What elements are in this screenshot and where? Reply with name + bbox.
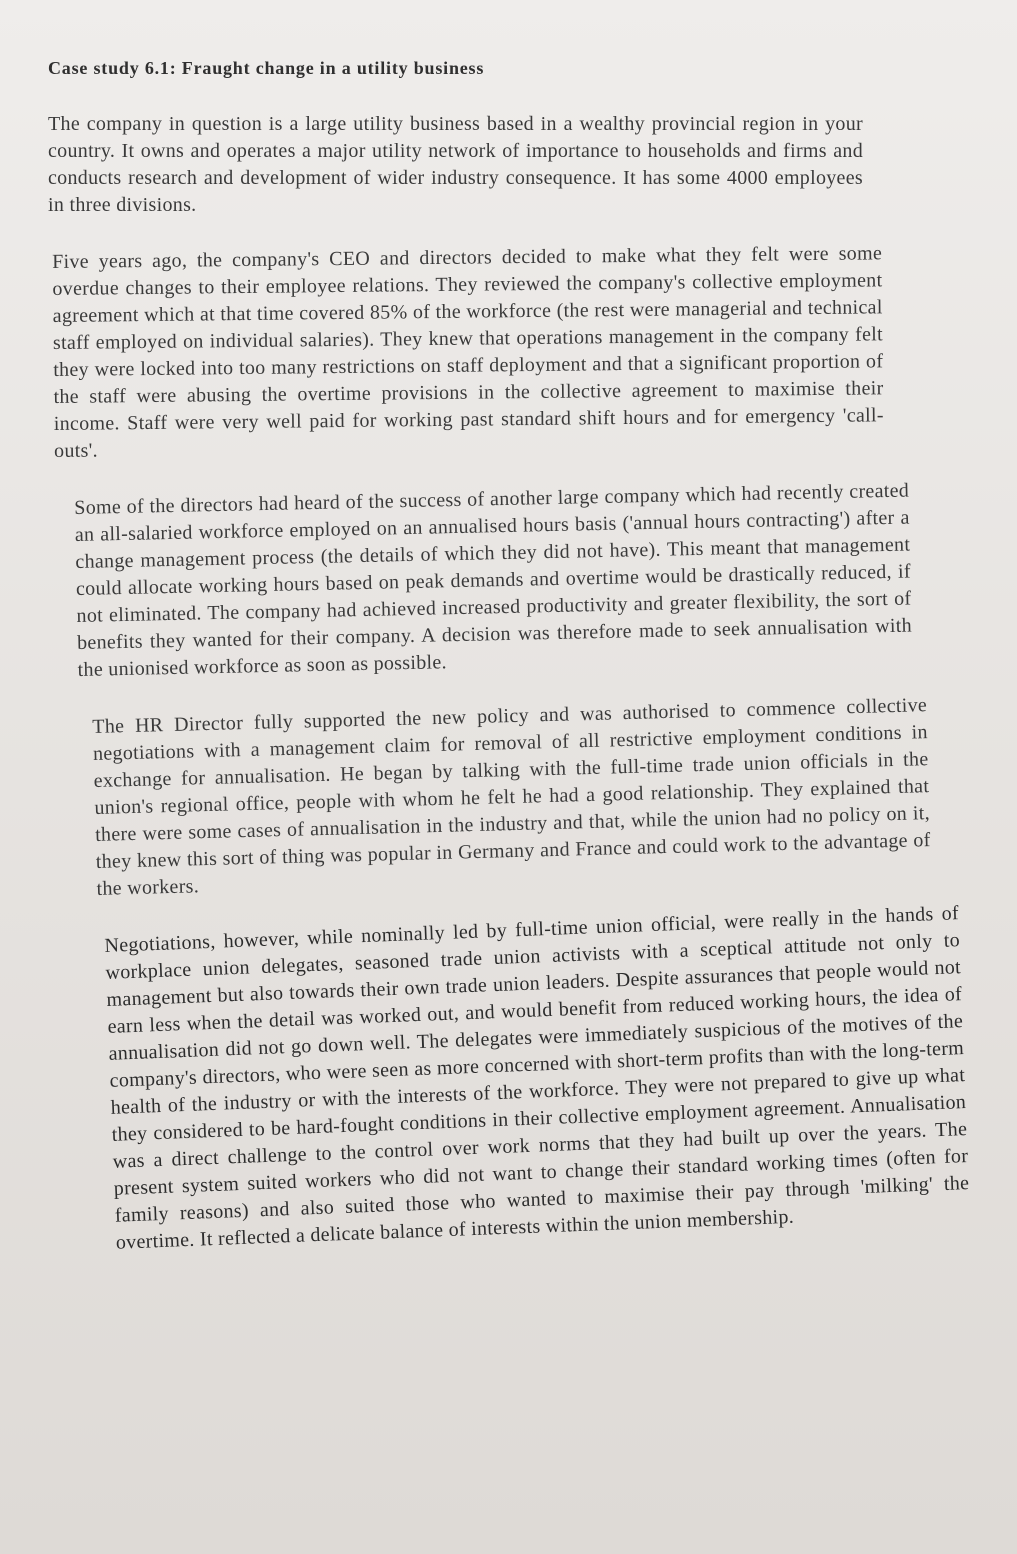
paragraph-annualised-hours: Some of the directors had heard of the success of another large company which had recently created an all-salaried workforce employed on an annualised hours basis ('annual hours contracting') after a change management process (the details of which they did not have). This meant that management could allocate working hours based on peak demands and overtime would be drastically reduced, if not eliminated. The company had achieved increased productivity and greater flexibility, the sort of benefits they wanted for their company. A decision was therefore made to seek annualisation with the unionised workforce as soon as possible.: [74, 479, 913, 681]
case-study-title: Case study 6.1: Fraught change in a utility business: [48, 58, 485, 78]
paragraph-employee-relations: Five years ago, the company's CEO and directors decided to make what they felt were some overdue changes to their employee relations. They reviewed the company's collective employment agreement which at that time covered 85% of the workforce (the rest were managerial and technical staff employed on individual salaries). They knew that operations management in the company felt they were locked into too many restrictions on staff deployment and that a significant proportion of the staff were abusing the overtime provisions in the collective agreement to maximise their income. Staff were very well paid for working past standard shift hours and for emergency 'call-outs'.: [52, 242, 884, 462]
case-study-text: [48, 58, 970, 1287]
paragraph-negotiations: Negotiations, however, while nominally led by full-time union official, were really in the hands of workplace union delegates, seasoned trade union activists with a sceptical attitude not only to management but also towards their own trade union leaders. Despite assurances that people would not earn less when the detail was worked out, and would benefit from reduced working hours, the idea of annualisation did not go down well. The delegates were immediately suspicious of the motives of the company's directors, who were seen as more concerned with short-term profits than with the long-term health of the industry or with the interests of the workforce. They were not prepared to give up what they considered to be hard-fought conditions in their collective employment agreement. Annualisation was a direct challenge to the control over work norms that they had built up over the years. The present system suited workers who did not want to change their standard working times (often for family reasons) and also suited those who wanted to maximise their pay through 'milking' the overtime. It reflected a delicate balance of interests within the union membership.: [104, 902, 970, 1254]
paragraph-hr-director: The HR Director fully supported the new policy and was authorised to commence collective negotiations with a management claim for removal of all restrictive employment conditions in exchange for annualisation. He began by talking with the full-time trade union officials in the union's regional office, people with whom he felt he had a good relationship. They explained that there were some cases of annualisation in the industry and that, while the union had no policy on it, they knew this sort of thing was popular in Germany and France and could work to the advantage of the workers.: [92, 694, 931, 900]
paragraph-company-overview: The company in question is a large utility business based in a wealthy provincial region in your country. It owns and operates a major utility network of importance to households and firms and conducts research and development of wider industry consequence. It has some 4000 employees in three divisions.: [48, 113, 863, 216]
